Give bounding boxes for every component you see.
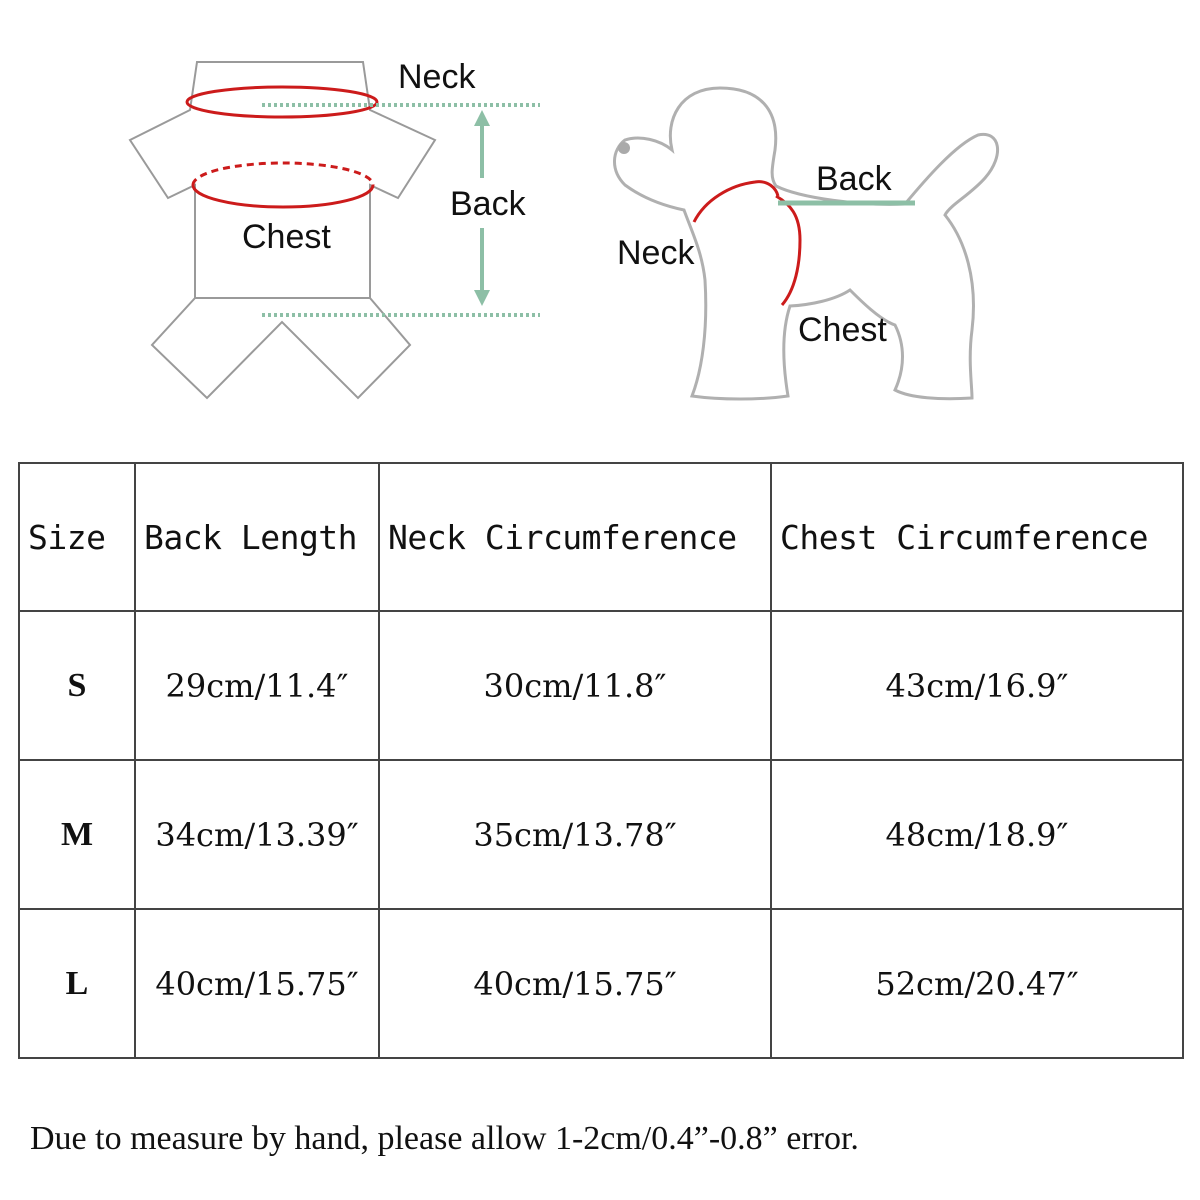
dog-nose — [618, 142, 630, 154]
garment-neck-label: Neck — [398, 58, 476, 96]
size-cell: M — [19, 760, 135, 909]
dog-back-label: Back — [816, 160, 892, 198]
size-chart-table — [18, 462, 1184, 1059]
dog-neck-measure — [694, 182, 778, 222]
neck-circumference-cell: 35cm/13.78″ — [379, 760, 771, 909]
table-row — [19, 611, 1183, 760]
dog-chest-measure — [776, 196, 800, 305]
measurement-diagram — [0, 0, 1200, 440]
header-size: Size — [19, 463, 135, 611]
diagram-svg — [0, 0, 1200, 440]
back-length-cell: 40cm/15.75″ — [135, 909, 379, 1058]
garment-chest-label: Chest — [242, 218, 331, 256]
dog-neck-label: Neck — [617, 234, 695, 272]
garment-back-label: Back — [450, 185, 526, 223]
table-row — [19, 909, 1183, 1058]
neck-circumference-cell: 40cm/15.75″ — [379, 909, 771, 1058]
neck-circumference-cell: 30cm/11.8″ — [379, 611, 771, 760]
back-length-cell: 29cm/11.4″ — [135, 611, 379, 760]
header-neck-circumference: Neck Circumference — [379, 463, 771, 611]
size-cell: S — [19, 611, 135, 760]
chest-circumference-cell: 52cm/20.47″ — [771, 909, 1183, 1058]
table-header-row — [19, 463, 1183, 611]
chest-circumference-cell: 48cm/18.9″ — [771, 760, 1183, 909]
chest-circumference-cell: 43cm/16.9″ — [771, 611, 1183, 760]
header-chest-circumference: Chest Circumference — [771, 463, 1183, 611]
size-cell: L — [19, 909, 135, 1058]
header-back-length: Back Length — [135, 463, 379, 611]
table-row — [19, 760, 1183, 909]
measurement-note: Due to measure by hand, please allow 1-2cm/0.4”-0.8” error. — [30, 1120, 859, 1157]
back-length-cell: 34cm/13.39″ — [135, 760, 379, 909]
dog-chest-label: Chest — [798, 311, 887, 349]
